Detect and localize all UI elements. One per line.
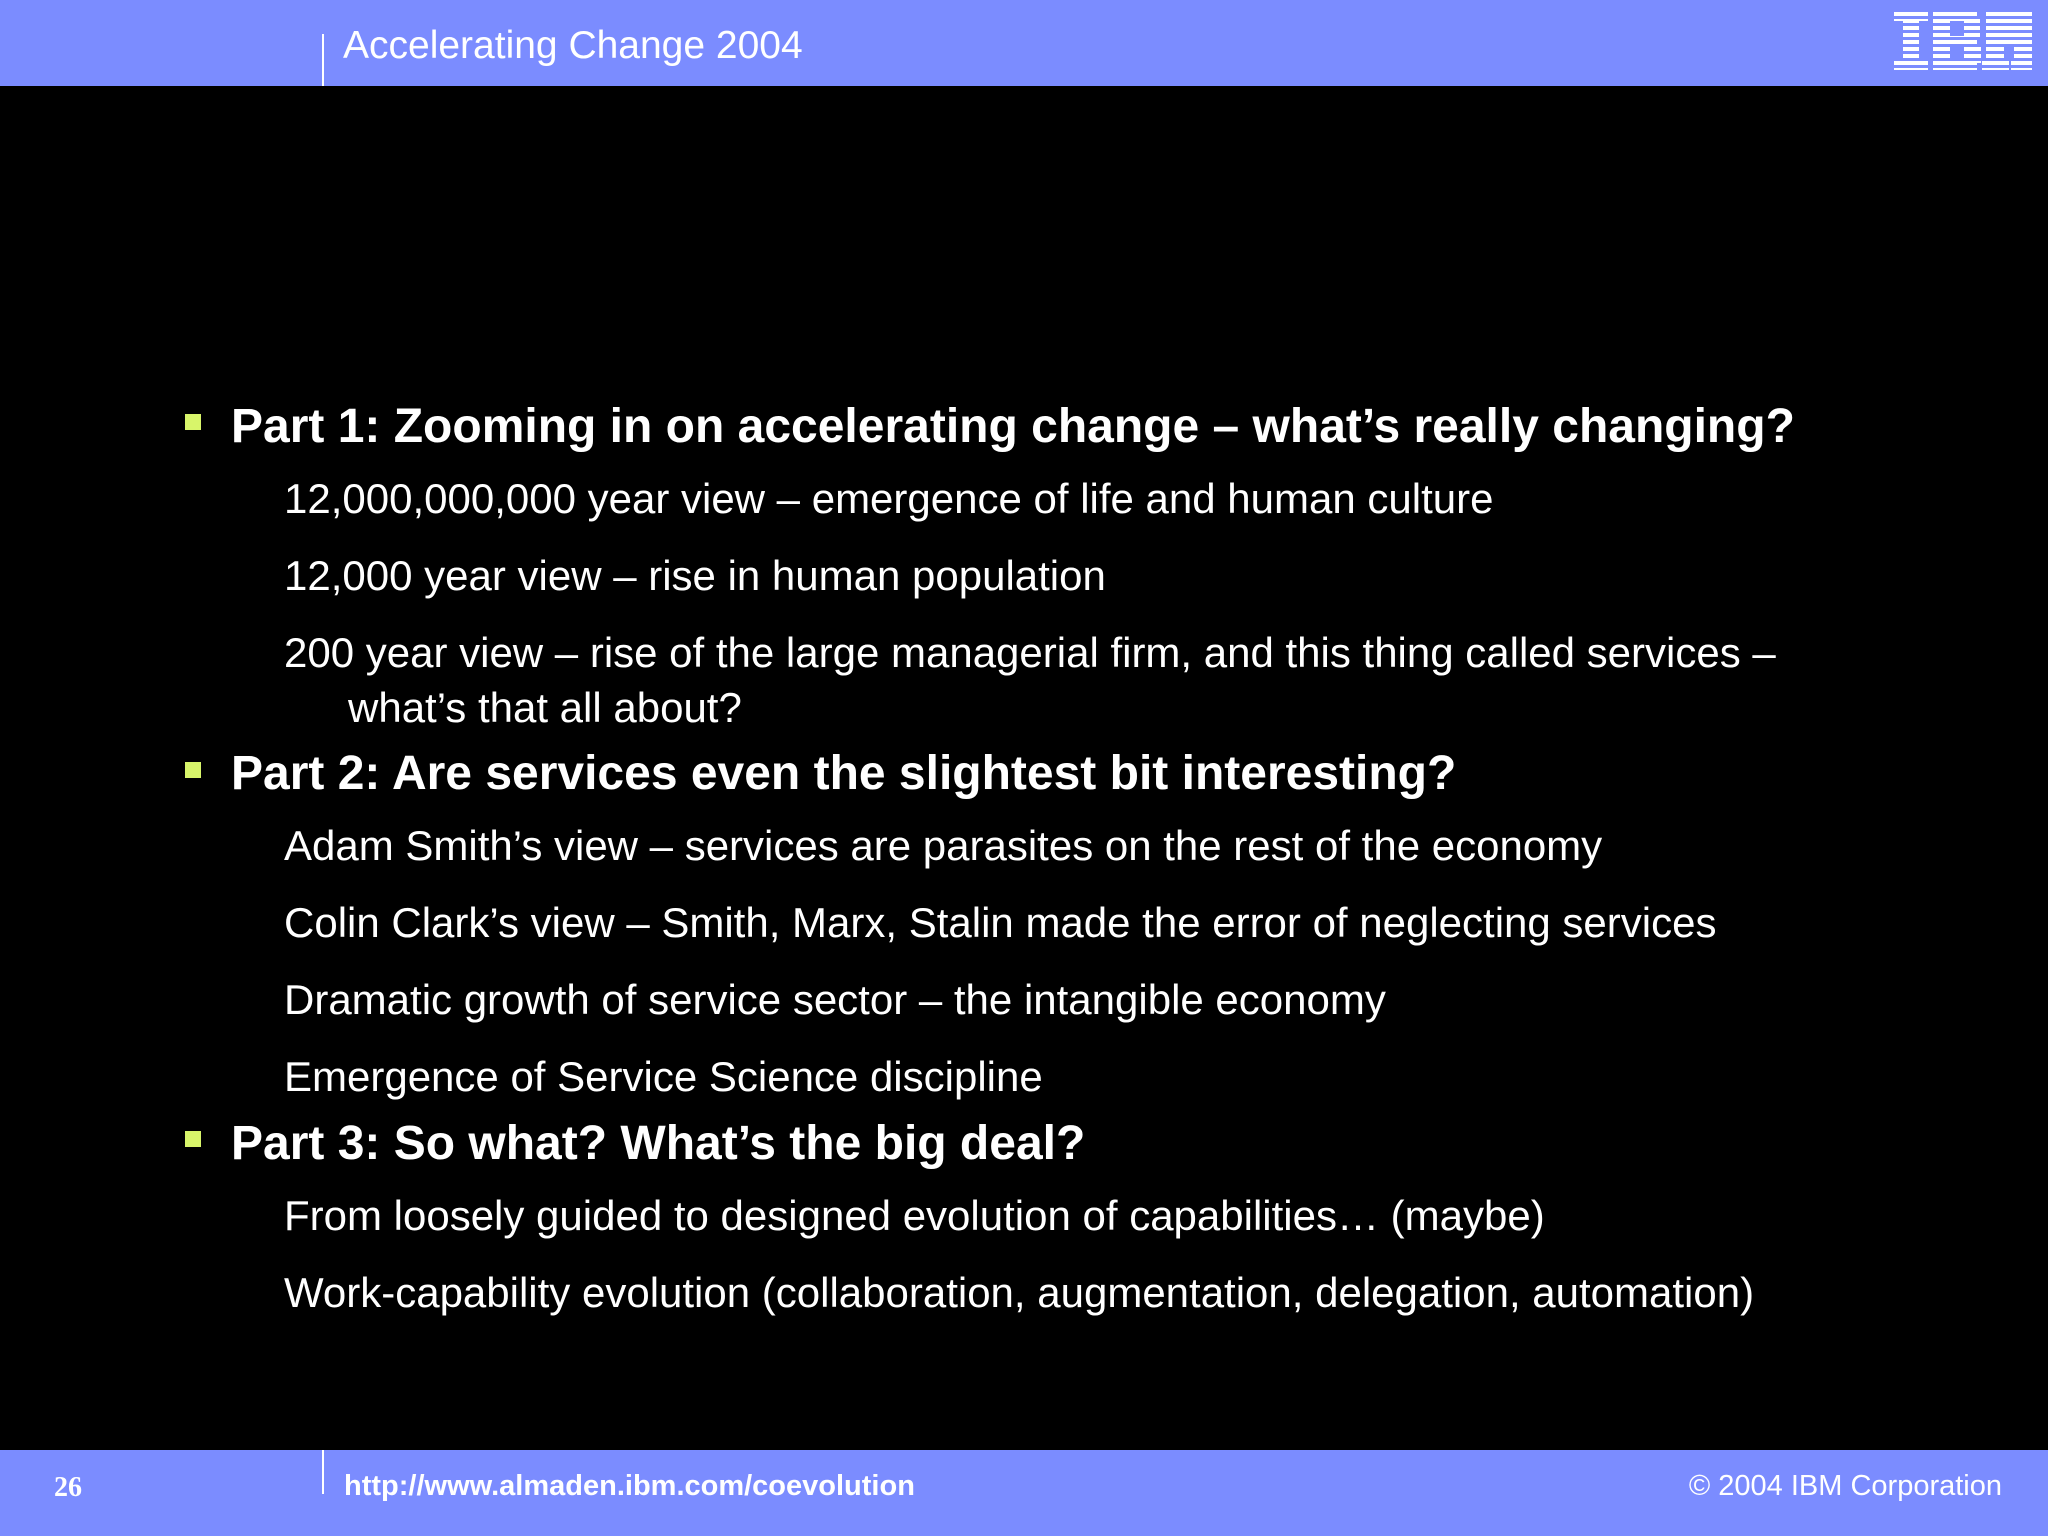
presentation-title: Accelerating Change 2004 [343, 24, 803, 67]
footer-bar [0, 1450, 2048, 1536]
page-number: 26 [54, 1472, 82, 1503]
part-heading: Part 3: So what? What’s the big deal? [231, 1117, 1086, 1170]
part-heading: Part 1: Zooming in on accelerating change – what’s really changing? [231, 400, 1795, 453]
list-item: Work-capability evolution (collaboration, augmentation, delegation, automation) [284, 1269, 1755, 1316]
footer-divider [322, 1450, 324, 1494]
list-item: Colin Clark’s view – Smith, Marx, Stalin made the error of neglecting services [284, 899, 1717, 946]
list-item: 12,000,000,000 year view – emergence of life and human culture [284, 475, 1494, 522]
list-item: From loosely guided to designed evolution of capabilities… (maybe) [284, 1192, 1545, 1239]
part-heading: Part 2: Are services even the slightest bit interesting? [231, 747, 1457, 800]
list-item-continuation: what’s that all about? [348, 684, 742, 731]
bullet-square-icon [185, 762, 201, 778]
bullet-square-icon [185, 1131, 201, 1147]
copyright-notice: © 2004 IBM Corporation [1688, 1470, 2002, 1502]
footer-url-link[interactable]: http://www.almaden.ibm.com/coevolution [344, 1470, 915, 1502]
list-item: 200 year view – rise of the large managerial firm, and this thing called services – [284, 629, 1776, 676]
list-item: Adam Smith’s view – services are parasites on the rest of the economy [284, 822, 1603, 869]
bullet-square-icon [185, 414, 201, 430]
list-item: 12,000 year view – rise in human population [284, 552, 1106, 599]
list-item: Emergence of Service Science discipline [284, 1053, 1043, 1100]
list-item: Dramatic growth of service sector – the intangible economy [284, 976, 1386, 1023]
